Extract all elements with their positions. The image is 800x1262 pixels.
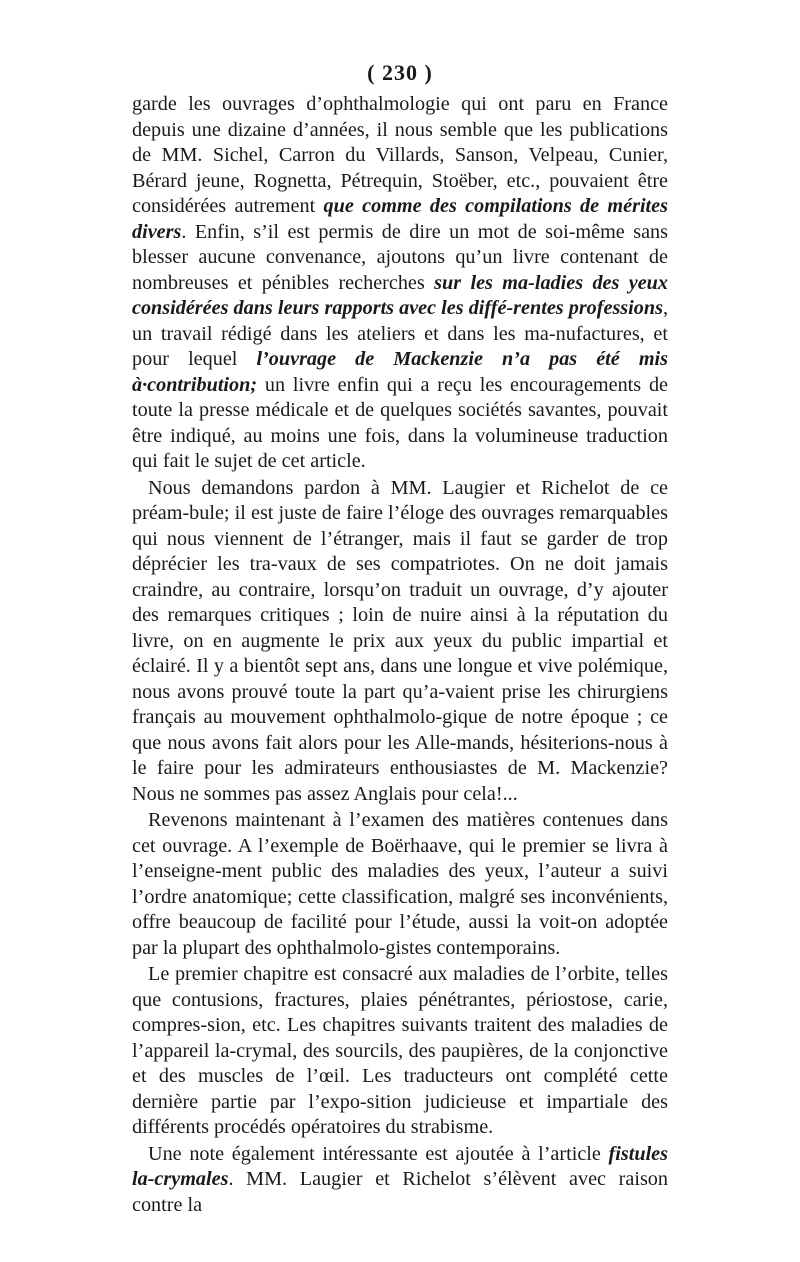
paragraph-1 (132, 92, 668, 475)
p4-seg-1: Le premier chapitre est consacré aux maladies de l’orbite, telles que contusions, fractures, plaies pénétrantes, périostose, carie, compres-sion, etc. Les chapitres suivants traitent des maladies de l’appareil la-crymal, des sourcils, des paupières, de la conjonctive et des muscles de l’œil. Les traducteurs ont complété cette dernière partie par l’expo-sition judicieuse et impartiale des différents procédés opératoires du strabisme. (132, 963, 668, 1138)
paragraph-3 (132, 808, 668, 961)
p5-emph-fistules: fistules la-crymales (132, 1142, 668, 1190)
paragraph-4 (132, 962, 668, 1141)
p1-seg-5: , un travail rédigé dans les ateliers et dans les ma-nufactures, et pour lequel (132, 297, 668, 370)
paragraph-2 (132, 476, 668, 808)
p1-emph-ouvrage-mackenzie: l’ouvrage de Mackenzie n’a pas été mis à·contribution; (132, 348, 668, 396)
p3-seg-1: Revenons maintenant à l’examen des matières contenues dans cet ouvrage. A l’exemple de Boërhaave, qui le premier se livra à l’enseigne-ment public des maladies des yeux, l’auteur a suivi l’ordre anatomique; cette classification, malgré ses inconvénients, offre beaucoup de facilité pour l’étude, aussi la voit-on adoptée par la plupart des ophthalmolo-gistes contemporains. (132, 809, 668, 959)
p1-seg-3: . Enfin, s’il est permis de dire un mot de soi-même sans blesser aucune convenance, ajoutons qu’un livre contenant de nombreuses et pénibles recherches (132, 220, 668, 294)
p2-seg-1: Nous demandons pardon à MM. Laugier et Richelot de ce préam-bule; il est juste de faire l’éloge des ouvrages remarquables qui nous viennent de l’étranger, mais il faut se garder de trop déprécier les tra-vaux de ses compatriotes. On ne doit jamais craindre, au contraire, lorsqu’on traduit un ouvrage, d’y ajouter des remarques critiques ; loin de nuire ainsi à la réputation du livre, on en augmente le prix aux yeux du public impartial et éclairé. Il y a bientôt sept ans, dans une longue et vive polémique, nous avons prouvé toute la part qu’a-vaient prise les chirurgiens français au mouvement ophthalmolo-gique de notre époque ; ce que nous avons fait alors pour les Alle-mands, hésiterions-nous à le faire pour les admirateurs enthousiastes de M. Mackenzie? Nous ne sommes pas assez Anglais pour cela!... (132, 476, 668, 805)
p1-emph-maladies-des-yeux: sur les ma-ladies des yeux considérées dans leurs rapports avec les diffé-rentes professions (132, 271, 668, 319)
body-text (132, 92, 668, 1218)
p1-emph-compilations: que comme des compilations de mérites divers (132, 195, 668, 243)
page-number: ( 230 ) (367, 60, 433, 85)
paragraph-5 (132, 1142, 668, 1219)
p1-seg-1: garde les ouvrages d’ophthalmologie qui ont paru en France depuis une dizaine d’années, il nous semble que les publications de MM. Sichel, Carron du Villards, Sanson, Velpeau, Cunier, Bérard jeune, Rognetta, Pétrequin, Stoëber, etc., pouvaient être considérées autrement (132, 93, 668, 217)
p5-seg-1: Une note également intéressante est ajoutée à l’article (148, 1142, 609, 1165)
p1-seg-7: un livre enfin qui a reçu les encouragements de toute la presse médicale et de quelques sociétés savantes, pouvait être indiqué, au moins une fois, dans la volumineuse traduction qui fait le sujet de cet article. (132, 373, 668, 472)
p5-seg-3: . MM. Laugier et Richelot s’élèvent avec raison contre la (132, 1168, 668, 1216)
